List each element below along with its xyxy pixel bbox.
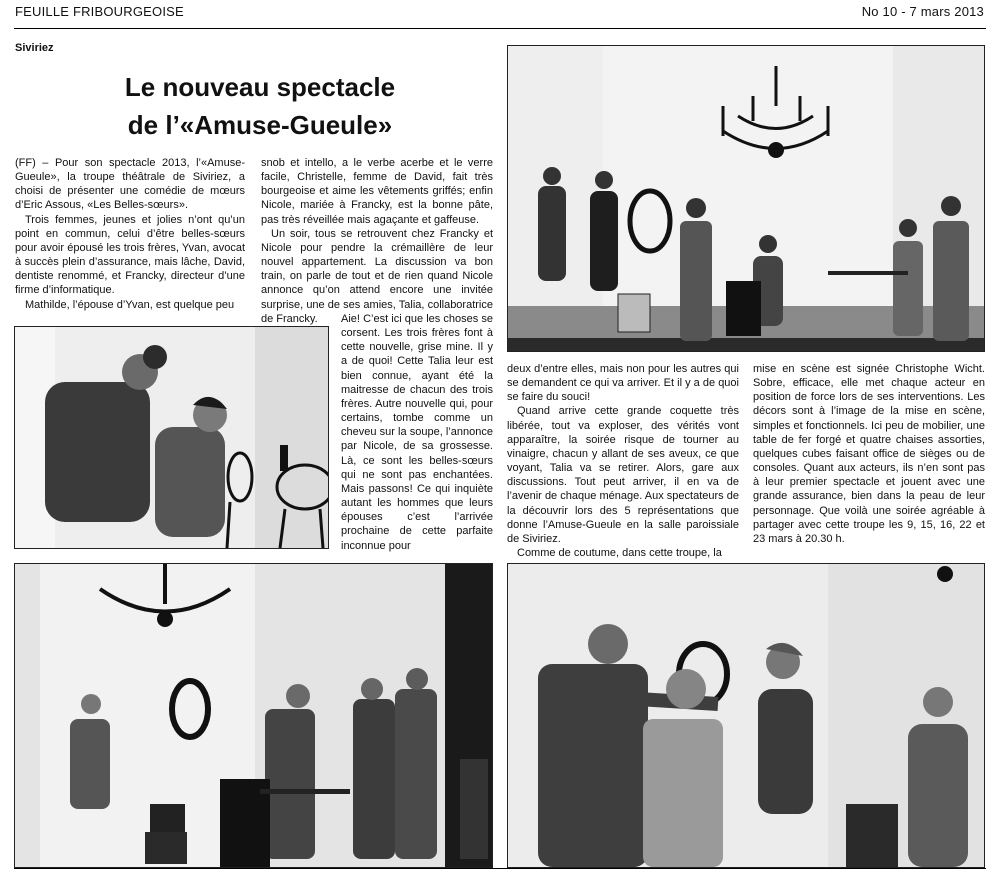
paragraph: Aie! C’est ici que les choses se corsent. Les trois frères font à cette nouvelle, grise mine. Il y a de quoi! Cette Talia leur est bien connue, ayant été la maitresse de chacun des trois frères. Autre nouvelle qui, pour certains, tombe comme un cheveu sur la soupe, l’annonce par Nicole, de sa grossesse. Là, ce sont les belles-sœurs qui ne sont pas enchantées. Mais passons! Ce qui inquiète autant les hommes que leurs épouses c’est l’arrivée prochaine de cette parfaite inconnue pour [341,313,493,552]
photo-couple-kiss [14,326,329,549]
paragraph: Quand arrive cette grande coquette très libérée, tout va exploser, des vérités vont apparaître, la soirée risque de tourner au vinaigre, chacun y allant de ses aveux, ce que voyant, Talia va se retirer. Alors, gare aux discussions. Tout peut arriver, il en va de l’avenir de chaque ménage. Aux spectateurs de la découvrir lors des 5 représentations que donne l’Amuse-Gueule en la salle paroissiale de Siviriez. [507,405,739,545]
article-column-2-narrow [341,312,493,553]
publication-name: FEUILLE FRIBOURGEOISE [15,4,184,19]
paragraph: Mathilde, l’épouse d’Yvan, est quelque peu [25,298,235,311]
issue-date: No 10 - 7 mars 2013 [861,4,984,19]
photo-stage-confrontation [507,563,985,868]
paragraph: snob et intello, a le verbe acerbe et le verre facile, Christelle, femme de David, fait très bourgeoise et aime les vêtements griffés; enfin Nicole, mariée à Francky, est la bonne pâte, pas très réveillée mais agaçante et gaffeuse. [261,157,493,226]
paragraph: Un soir, tous se retrouvent chez Francky et Nicole pour pendre la crémaillère de leur nouvel appartement. La discussion va bon train, on parle de tout et de rien quand Nicole annonce qu’on attend encore une invitée surprise, une de ses amies, Talia, collaboratrice de Francky. [261,227,493,325]
photo-stage-group [507,45,985,352]
section-label: Siviriez [15,42,54,54]
header-rule [14,28,986,29]
photo-stage-drinks [14,563,493,868]
article-column-3 [507,362,739,560]
paragraph: Trois femmes, jeunes et jolies n’ont qu’un point en commun, celui d’être belles-sœurs pour avoir épousé les trois frères, Yvan, avocat à succès plein d’assurance, mais lâche, David, dentiste renommé, et Francky, directeur d’une firme d’informatique. [15,213,245,297]
headline-line-2: de l’«Amuse-Gueule» [127,110,393,140]
paragraph: deux d’entre elles, mais non pour les autres qui se demandent ce qui va arriver. Et il y a de quoi se faire du souci! [507,363,739,404]
article-column-2 [261,156,493,326]
paragraph: (FF) – Pour son spectacle 2013, l’«Amuse-Gueule», la troupe théâtrale de Siviriez, a choisi de présenter une comédie de mœurs d’Eric Assous, «Les Belles-sœurs». [15,157,245,212]
article-column-4 [753,362,985,546]
article-column-1 [15,156,245,312]
paragraph: mise en scène est signée Christophe Wicht. Sobre, efficace, elle met chaque acteur en position de force lors de ses interventions. Les décors sont à l’image de la mise en scène, simples et fonctionnels. Ici peu de mobilier, une table de fer forgé et quatre chaises assorties, quelques cubes faisant office de sièges ou de consoles. Quant aux acteurs, ils n’en sont pas à leur premier spectacle et jouent avec une grande assurance, bien dans la peau de leur personnage. Que voilà une soirée agréable à partager avec cette troupe les 9, 15, 16, 22 et 23 mars à 20.30 h. [753,363,985,545]
paragraph: Comme de coutume, dans cette troupe, la [517,547,722,560]
headline-line-1: Le nouveau spectacle [124,72,396,102]
footer-rule [14,868,986,869]
headline [40,68,480,144]
